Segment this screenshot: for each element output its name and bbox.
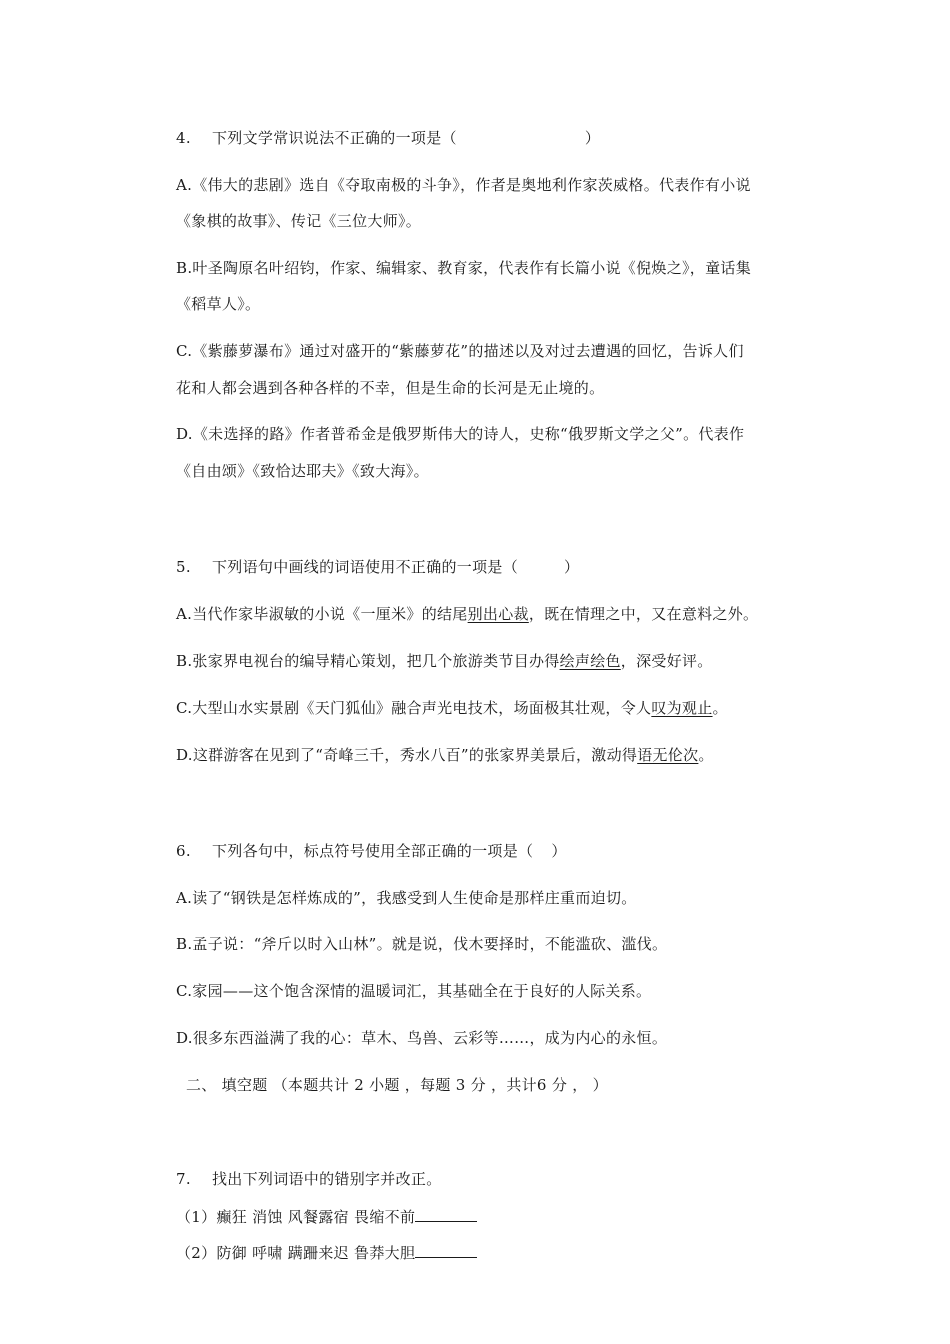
question-number: 4. [176,129,191,147]
question-4-stem [176,128,600,148]
option-b-line2: 《稻草人》。 [176,295,261,313]
underlined-phrase: 语无伦次 [637,746,699,764]
bracket-close: ） [584,129,601,147]
underlined-phrase: 别出心裁 [467,605,529,623]
answer-blank[interactable] [415,1243,477,1258]
question-text: 下列各句中，标点符号使用全部正确的一项是（ [212,842,534,860]
option-d-line2: 《自由颂》《致恰达耶夫》《致大海》。 [176,462,429,480]
option-c: C.大型山水实景剧《天门狐仙》融合声光电技术，场面极其壮观，令人叹为观止。 [176,699,728,717]
option-c-line2: 花和人都会遇到各种各样的不幸，但是生命的长河是无止境的。 [176,379,605,397]
question-number: 5. [176,558,191,576]
option-b: B.孟子说：“斧斤以时入山林”。就是说，伐木要择时，不能滥砍、滥伐。 [176,935,668,953]
question-number: 7. [176,1170,191,1188]
option-c-line1: C.《紫藤萝瀑布》通过对盛开的“紫藤萝花”的描述以及对过去遭遇的回忆，告诉人们 [176,342,744,360]
question-text: 找出下列词语中的错别字并改正。 [212,1170,442,1188]
bracket-close: ） [564,558,580,576]
answer-blank[interactable] [415,1207,477,1222]
fill-item-2: （2）防御 呼啸 蹒跚来迟 鲁莽大胆 [176,1243,477,1263]
fill-item-1: （1）癫狂 消蚀 风餐露宿 畏缩不前 [176,1207,477,1227]
underlined-phrase: 叹为观止 [651,699,713,717]
option-d: D.这群游客在见到了“奇峰三千，秀水八百”的张家界美景后，激动得语无伦次。 [176,746,714,764]
option-a: A.当代作家毕淑敏的小说《一厘米》的结尾别出心裁，既在情理之中，又在意料之外。 [176,605,759,623]
question-6-stem [176,841,567,861]
question-number: 6. [176,842,191,860]
option-a-line1: A.《伟大的悲剧》选自《夺取南极的斗争》，作者是奥地利作家茨威格。代表作有小说 [176,176,751,194]
bracket-close: ） [551,842,567,860]
option-d-line1: D.《未选择的路》作者普希金是俄罗斯伟大的诗人，史称“俄罗斯文学之父”。代表作 [176,425,745,443]
option-a-line2: 《象棋的故事》、传记《三位大师》。 [176,212,422,230]
option-a: A.读了“钢铁是怎样炼成的”，我感受到人生使命是那样庄重而迫切。 [176,889,637,907]
option-b-line1: B.叶圣陶原名叶绍钧，作家、编辑家、教育家，代表作有长篇小说《倪焕之》，童话集 [176,259,751,277]
underlined-phrase: 绘声绘色 [559,652,621,670]
section-heading: 二、 填空题 （本题共计 2 小题 ，每题 3 分 ，共计6 分 ， ） [186,1076,608,1094]
option-d: D.很多东西溢满了我的心：草木、鸟兽、云彩等……，成为内心的永恒。 [176,1029,668,1047]
question-5-stem [176,557,579,577]
question-text: 下列文学常识说法不正确的一项是（ [212,129,457,147]
option-c: C.家园——这个饱含深情的温暖词汇，其基础全在于良好的人际关系。 [176,982,652,1000]
question-text: 下列语句中画线的词语使用不正确的一项是（ [212,558,519,576]
question-7-stem [176,1169,442,1189]
option-b: B.张家界电视台的编导精心策划，把几个旅游类节目办得绘声绘色，深受好评。 [176,652,713,670]
